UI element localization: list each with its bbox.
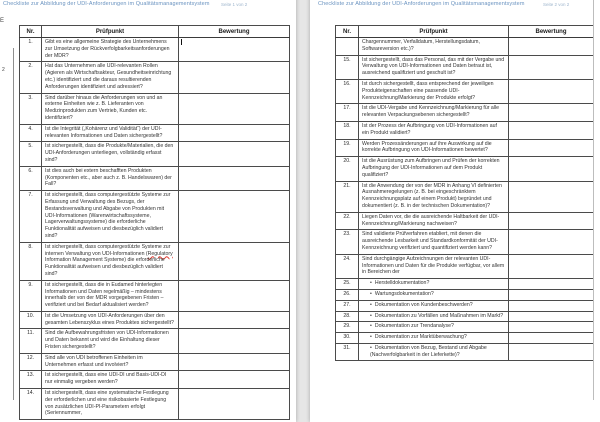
row-number[interactable]: 14. bbox=[20, 389, 42, 420]
row-number[interactable]: 17. bbox=[336, 104, 359, 122]
pruefpunkt-cell[interactable]: Sind validierte Prüfverfahren etabliert, mit denen die ausreichende Lesbarkeit und Standardkonformität der UDI-Kennzeichnung verifiziert und quantifiziert werden kann? bbox=[359, 230, 509, 254]
bewertung-cell[interactable] bbox=[509, 230, 594, 254]
row-number[interactable]: 5. bbox=[20, 142, 42, 166]
bewertung-cell[interactable] bbox=[179, 371, 290, 389]
bewertung-cell[interactable] bbox=[179, 329, 290, 353]
table-row bbox=[336, 38, 594, 56]
pruefpunkt-cell[interactable]: Ist dies auch bei extern beschafften Produkten (Komponenten etc., aber auch z. B. Handelswaren) der Fall? bbox=[42, 166, 179, 190]
bewertung-cell[interactable] bbox=[509, 254, 594, 278]
row-number[interactable]: 20. bbox=[336, 157, 359, 181]
table-row bbox=[336, 230, 594, 254]
table-row bbox=[20, 311, 290, 329]
pruefpunkt-cell[interactable]: Ist sichergestellt, dass das Personal, das mit der Vergabe und Verwaltung von UDI-Informationen und Daten betraut ist, ausreichend qualifiziert und geschult ist? bbox=[359, 55, 509, 79]
bewertung-cell[interactable] bbox=[509, 157, 594, 181]
bewertung-cell[interactable] bbox=[179, 242, 290, 280]
table-row bbox=[336, 289, 594, 300]
table-row bbox=[336, 343, 594, 361]
row-number[interactable]: 13. bbox=[20, 371, 42, 389]
pruefpunkt-cell[interactable]: Ist der Prozess der Aufbringung von UDI-Informationen auf ein Produkt validiert? bbox=[359, 121, 509, 139]
pruefpunkt-cell[interactable]: Ist sichergestellt, dass computergestützte Systeme zur internen Verwaltung von UDI-Informationen (Regulatory Information Management Systeme) die erforderliche Funktionalität aufweisen und diesbezüglich validiert sind? bbox=[42, 242, 179, 280]
clipped-text-fragment: 2 bbox=[2, 67, 5, 73]
pruefpunkt-cell[interactable]: Sind alle von UDI betroffenen Einheiten im Unternehmen erfasst und involviert? bbox=[42, 353, 179, 371]
pruefpunkt-cell[interactable]: • Dokumentation zur Trendanalyse? bbox=[359, 322, 509, 333]
table-row bbox=[336, 212, 594, 230]
clipped-page-edge-right bbox=[593, 0, 594, 400]
bullet-icon: • bbox=[370, 290, 372, 297]
text-cursor bbox=[181, 39, 182, 45]
pruefpunkt-cell[interactable]: Ist sichergestellt, dass die Produkte/Materialien, die den UDI-Anforderungen unterliegen, vollständig erfasst sind? bbox=[42, 142, 179, 166]
row-number[interactable]: 29. bbox=[336, 322, 359, 333]
pruefpunkt-cell[interactable]: • Dokumentation von Kundenbeschwerden? bbox=[359, 300, 509, 311]
table-row bbox=[20, 389, 290, 420]
table-row bbox=[336, 121, 594, 139]
pruefpunkt-cell[interactable]: Gibt es eine allgemeine Strategie des Unternehmens zur Umsetzung der Rückverfolgbarkeitsanforderungen der MDR? bbox=[42, 38, 179, 62]
bullet-icon: • bbox=[370, 312, 372, 319]
row-number[interactable]: 4. bbox=[20, 124, 42, 142]
bewertung-cell[interactable] bbox=[509, 55, 594, 79]
bullet-icon: • bbox=[370, 344, 372, 351]
page-2-table bbox=[335, 25, 594, 361]
bewertung-cell[interactable] bbox=[179, 142, 290, 166]
row-number[interactable]: 30. bbox=[336, 333, 359, 344]
page-header-title: Checkliste zur Abbildung der UDI-Anforderungen im Qualitätsmanagementsystem bbox=[318, 1, 525, 7]
bullet-icon: • bbox=[370, 323, 372, 330]
page-number-label: Seite 1 von 2 bbox=[221, 2, 248, 7]
table-row bbox=[336, 322, 594, 333]
row-number[interactable]: 28. bbox=[336, 311, 359, 322]
table-row bbox=[20, 242, 290, 280]
pruefpunkt-cell[interactable]: Ist sichergestellt, dass die in Eudamed hinterlegten Informationen und Daten regelmäßig – mindestens innerhalb der von der MDR vorgegebenen Fristen – verifiziert und bei Bedarf aktualisiert werden? bbox=[42, 280, 179, 311]
bewertung-cell[interactable] bbox=[509, 79, 594, 103]
bewertung-cell[interactable] bbox=[179, 389, 290, 420]
row-number[interactable]: 9. bbox=[20, 280, 42, 311]
table-row bbox=[336, 254, 594, 278]
pruefpunkt-cell[interactable]: • Wartungsdokumentation? bbox=[359, 289, 509, 300]
pruefpunkt-cell[interactable]: Ist die Integrität („Kohärenz und Validität“) der UDI-relevanten Informationen und Daten sichergestellt? bbox=[42, 124, 179, 142]
bewertung-cell[interactable] bbox=[509, 300, 594, 311]
clipped-text-fragment: E bbox=[0, 18, 5, 24]
bullet-icon: • bbox=[370, 334, 372, 341]
column-header-nr: Nr. bbox=[336, 26, 359, 38]
row-number[interactable]: 18. bbox=[336, 121, 359, 139]
bewertung-cell[interactable] bbox=[179, 93, 290, 124]
column-header-bewertung: Bewertung bbox=[179, 26, 290, 38]
page-1-table bbox=[19, 25, 290, 420]
pruefpunkt-cell[interactable]: • Dokumentation von Bezug, Bestand und Abgabe (Nachverfolgbarkeit in der Lieferkette)? bbox=[359, 343, 509, 361]
row-number[interactable]: 1. bbox=[20, 38, 42, 62]
bewertung-cell[interactable] bbox=[509, 212, 594, 230]
row-number[interactable]: 7. bbox=[20, 191, 42, 243]
row-number[interactable]: 25. bbox=[336, 279, 359, 290]
table-row bbox=[20, 93, 290, 124]
pruefpunkt-cell[interactable]: Ist sichergestellt, dass computergestützte Systeme zur Erfassung und Verwaltung des Bezugs, der Bestandsverwaltung und Abgabe von Produkten mit UDI-Informationen (Warenwirtschaftssysteme, Lagerverwaltungssysteme) die erforderliche Funktionalität aufweisen und diesbezüglich validiert sind? bbox=[42, 191, 179, 243]
table-row bbox=[20, 62, 290, 93]
bewertung-cell[interactable] bbox=[179, 38, 290, 62]
pruefpunkt-cell[interactable]: Liegen Daten vor, die die ausreichende Haltbarkeit der UDI-Kennzeichnung/Markierung nachweisen? bbox=[359, 212, 509, 230]
bewertung-cell[interactable] bbox=[179, 62, 290, 93]
table-row bbox=[336, 79, 594, 103]
bewertung-cell[interactable] bbox=[509, 322, 594, 333]
table-row bbox=[336, 55, 594, 79]
pruefpunkt-cell[interactable]: Ist durch sichergestellt, dass entsprechend der jeweiligen Produkteigenschaften eine passende UDI-Kennzeichnung/Markierung der Produkte erfolgt? bbox=[359, 79, 509, 103]
pruefpunkt-cell[interactable]: • Dokumentation zu Vorfällen und Maßnahmen im Markt? bbox=[359, 311, 509, 322]
pruefpunkt-cell[interactable]: Ist die UDI-Vergabe und Kennzeichnung/Markierung für alle relevanten Verpackungsebenen sichergestellt? bbox=[359, 104, 509, 122]
row-number[interactable]: 2. bbox=[20, 62, 42, 93]
row-number[interactable]: 21. bbox=[336, 181, 359, 212]
bewertung-cell[interactable] bbox=[509, 181, 594, 212]
table-row bbox=[336, 157, 594, 181]
row-number[interactable]: 12. bbox=[20, 353, 42, 371]
row-number[interactable]: 6. bbox=[20, 166, 42, 190]
row-number[interactable]: 19. bbox=[336, 139, 359, 157]
table-row bbox=[20, 371, 290, 389]
row-number[interactable]: 15. bbox=[336, 55, 359, 79]
table-row bbox=[336, 279, 594, 290]
column-header-nr: Nr. bbox=[20, 26, 42, 38]
page-number-label: Seite 2 von 2 bbox=[543, 2, 570, 7]
bewertung-cell[interactable] bbox=[179, 166, 290, 190]
bewertung-cell[interactable] bbox=[509, 311, 594, 322]
bewertung-cell[interactable] bbox=[179, 191, 290, 243]
table-row bbox=[20, 353, 290, 371]
pruefpunkt-cell[interactable]: Ist die Umsetzung von UDI-Anforderungen über den gesamten Lebenszyklus eines Produktes sichergestellt? bbox=[42, 311, 179, 329]
row-number[interactable]: 26. bbox=[336, 289, 359, 300]
document-page-1[interactable] bbox=[0, 0, 296, 422]
row-number[interactable] bbox=[336, 38, 359, 56]
pruefpunkt-cell[interactable]: Ist sichergestellt, dass eine UDI-DI und Basis-UDI-DI nur einmalig vergeben werden? bbox=[42, 371, 179, 389]
row-number[interactable]: 10. bbox=[20, 311, 42, 329]
bewertung-cell[interactable] bbox=[179, 280, 290, 311]
pruefpunkt-cell[interactable]: • Herstelldokumentation? bbox=[359, 279, 509, 290]
row-number[interactable]: 31. bbox=[336, 343, 359, 361]
pruefpunkt-cell[interactable]: Ist die Ausrüstung zum Aufbringen und Prüfen der korrekten Aufbringung der UDI-Informationen auf dem Produkt qualifiziert? bbox=[359, 157, 509, 181]
bewertung-cell[interactable] bbox=[509, 38, 594, 56]
pruefpunkt-cell[interactable]: Sind darüber hinaus die Anforderungen von und an externe Einheiten wie z. B. Lieferanten von Medizinprodukten zum Vertrieb, Kunden etc. identifiziert? bbox=[42, 93, 179, 124]
bullet-icon: • bbox=[370, 280, 372, 287]
pruefpunkt-cell[interactable]: Sind durchgängige Aufzeichnungen der relevanten UDI-Informationen und Daten für die Produkte verfügbar, vor allem in Bereichen der bbox=[359, 254, 509, 278]
column-header-bewertung: Bewertung bbox=[509, 26, 594, 38]
row-number[interactable]: 11. bbox=[20, 329, 42, 353]
bewertung-cell[interactable] bbox=[179, 353, 290, 371]
row-number[interactable]: 3. bbox=[20, 93, 42, 124]
pruefpunkt-cell[interactable]: Ist sichergestellt, dass eine systematische Festlegung der erforderlichen und eine risikobasierte Festlegung von zusätzlichen UDI-PI-Parametern erfolgt (Seriennummer, bbox=[42, 389, 179, 420]
spellcheck-underline: Regulatory bbox=[147, 250, 173, 257]
bewertung-cell[interactable] bbox=[179, 311, 290, 329]
table-row bbox=[20, 38, 290, 62]
table-row bbox=[336, 139, 594, 157]
bullet-icon: • bbox=[370, 301, 372, 308]
column-header-pruefpunkt: Prüfpunkt bbox=[359, 26, 509, 38]
pruefpunkt-cell[interactable]: Hat das Unternehmen alle UDI-relevanten Rollen (Agieren als Wirtschaftsakteur, Gesundheitseinrichtung etc.) identifiziert und die daraus resultierenden Anforderungen identifiziert und adressiert? bbox=[42, 62, 179, 93]
clipped-window-edge-left bbox=[13, 48, 14, 400]
page-header-title: Checkliste zur Abbildung der UDI-Anforderungen im Qualitätsmanagementsystem bbox=[3, 1, 210, 7]
bewertung-cell[interactable] bbox=[179, 124, 290, 142]
table-row bbox=[20, 142, 290, 166]
table-row bbox=[20, 191, 290, 243]
table-header-row bbox=[336, 26, 594, 38]
bewertung-cell[interactable] bbox=[509, 343, 594, 361]
column-header-pruefpunkt: Prüfpunkt bbox=[42, 26, 179, 38]
bewertung-cell[interactable] bbox=[509, 121, 594, 139]
row-number[interactable]: 16. bbox=[336, 79, 359, 103]
row-number[interactable]: 8. bbox=[20, 242, 42, 280]
table-row bbox=[336, 300, 594, 311]
table-header-row bbox=[20, 26, 290, 38]
pruefpunkt-cell[interactable]: • Dokumentation zur Marktüberwachung? bbox=[359, 333, 509, 344]
table-row bbox=[336, 333, 594, 344]
pruefpunkt-cell[interactable]: Ist die Anwendung der von der MDR in Anhang VI definierten Ausnahmeregelungen (z. B. bei eingeschränktem Kennzeichnungsplatz auf einem Produkt) begründet und dokumentiert (z. B. in der technischen Dokumentation)? bbox=[359, 181, 509, 212]
table-row bbox=[336, 181, 594, 212]
bewertung-cell[interactable] bbox=[509, 333, 594, 344]
table-row bbox=[336, 311, 594, 322]
pruefpunkt-cell[interactable]: Werden Prozessänderungen auf ihre Auswirkung auf die korrekte Aufbringung von UDI-Informationen bewertet? bbox=[359, 139, 509, 157]
table-row bbox=[20, 124, 290, 142]
pruefpunkt-cell[interactable]: Chargennummer, Verfalldatum, Herstellungsdatum, Softwareversion etc.)? bbox=[359, 38, 509, 56]
bewertung-cell[interactable] bbox=[509, 289, 594, 300]
row-number[interactable]: 24. bbox=[336, 254, 359, 278]
bewertung-cell[interactable] bbox=[509, 104, 594, 122]
table-row bbox=[20, 329, 290, 353]
document-page-2[interactable] bbox=[310, 0, 600, 422]
pruefpunkt-cell[interactable]: Sind die Aufbewahrungsfristen von UDI-Informationen und Daten bekannt und wird die Einhaltung dieser Fristen sichergestellt? bbox=[42, 329, 179, 353]
table-row bbox=[20, 166, 290, 190]
table-row bbox=[336, 104, 594, 122]
row-number[interactable]: 22. bbox=[336, 212, 359, 230]
bewertung-cell[interactable] bbox=[509, 279, 594, 290]
bewertung-cell[interactable] bbox=[509, 139, 594, 157]
table-row bbox=[20, 280, 290, 311]
row-number[interactable]: 27. bbox=[336, 300, 359, 311]
row-number[interactable]: 23. bbox=[336, 230, 359, 254]
